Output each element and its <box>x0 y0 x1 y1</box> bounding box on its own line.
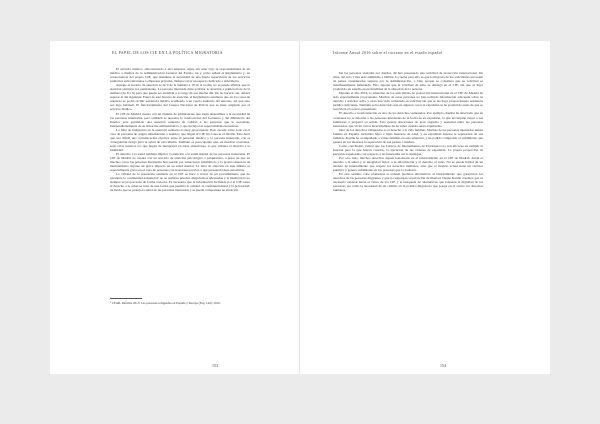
paragraph: El derecho a la información es otro de los derechos vulnerados. Por ejemplo, Karibu ha detectado que en ocasiones no se informa a las personas internadas de la fecha de su expulsión, lo que les impide avisar a sus familiares o preparar su salida. Esto genera situaciones de gran angustia y ansiedad entre las personas internadas, que viven con la incertidumbre de no saber cuándo serán expulsadas. <box>333 111 483 128</box>
paragraph: Por otro lado, muchos derechos siguen lesionados en el internamiento en el CIE de Madrid, desde el derecho a la salud y la integridad física, a la información y al derecho al asilo. No se puede hablar de un modelo de internamiento que respete los derechos humanos, sino que el modelo actual tiene un carácter punitivo y genera sufrimiento en las personas que lo padecen. <box>333 155 483 173</box>
footnote-rule <box>110 298 142 299</box>
right-page <box>300 41 550 374</box>
paragraph: De las personas visitadas por Karibu, 49 han presentado una solicitud de protección internacional. De ellas, tan solo 1 han sido admitidas a trámite. La razón para ello es que la mayoría de los solicitantes proceden de países considerados seguros por la Administración, o bien porque se considera que su solicitud es manifiestamente infundada. Esto supone que la solicitud de asilo se deniega en el CIE, sin que se haya producido un estudio en profundidad de la situación de la persona. <box>333 71 483 92</box>
paragraph: El derecho a la salud también implica la atención a la salud mental de las personas internadas. El CIE de Madrid no cuenta con un servicio de atención psicológica o psiquiátrica, a pesar de que en muchos casos las personas internadas han pasado por situaciones traumáticas y la propia situación de internamiento supone un grave impacto en su salud mental. La falta de atención en este ámbito es especialmente grave en el caso de personas con trastornos previos o que presentan ideas autolíticas. <box>110 151 250 173</box>
paragraph: El CIE de Madrid cuenta con un sistema de ambulancias que están disponibles a la necesidad de las personas internadas, pero también se necesita la colaboración del Gobierno y del Ministerio del Interior para garantizar una atención sanitaria de calidad a las personas que lo necesitan, independientemente de su situación administrativa, y que incluya las especialidades necesarias. <box>110 111 250 128</box>
left-page <box>50 41 300 374</box>
paragraph: El servicio médico, subcontratado a una empresa, sigue sin estar bajo la responsabilidad de un médico o médica de la Administración General del Estado, tal y como señala el Reglamento y, en consecuencia del propio CIE, que mantiene la necesidad de una fuerte supervisión de los servicios sanitarios subcontratados a empresas privadas. Tampoco hay un espacio dedicado a enfermería. <box>110 67 250 84</box>
paragraph: En este sentido, cabe plantearse si existen modelos alternativos al internamiento que garanticen los derechos de las personas migrantes y que no supongan su privación de libertad. Desde Karibu creemos que es necesario avanzar hacia el cierre de los CIE y la búsqueda de alternativas que respeten la dignidad de las personas, así como la necesidad de un cambio en la política migratoria que ponga en el centro los derechos humanos. <box>333 172 483 193</box>
page-number: 154 <box>440 363 446 368</box>
page-number: 153 <box>212 363 218 368</box>
paragraph: Durante el año 2016, la situación de los solicitantes de protección internacional en el CIE de Madrid ha sido especialmente preocupante. Muchas de estas personas no han recibido información adecuada sobre su derecho a solicitar asilo, y otras han visto rechazada su solicitud sin que se les haya proporcionado asistencia jurídica suficiente. También se ha detectado que en algunos casos la expulsión se ha producido antes de que se resolviera el recurso presentado. <box>333 91 483 112</box>
body-text <box>333 71 483 192</box>
paragraph: Aunque el horario de atención es de 9 de la mañana a 10 de la noche, no se puede afirmar que la atención sanitaria sea permanente. La persona internada debe solicitar la atención a primera hora de la mañana (de 8 a 9) para que pueda ser atendida a lo largo de esa misma día. De no hacerlo así, deberá esperar al día siguiente. Fuera de este horario de atención, el Reglamento establece que en los casos de urgencia se podrá recibir asistencia médica acudiendo a un centro sanitario del entorno, sin que esto sea algo habitual. El funcionamiento del Cuerpo Nacional de Policía que se tiene asignado por el servicio médico. <box>110 83 250 112</box>
paragraph: Como conclusión, vemos que los Centros de Internamiento de Extranjeros no son eficaces en cumplir la función para la que fueron creados, la ejecución de las órdenes de expulsión. La propia proporción de personas expulsadas con respecto a las internadas así lo atestigua. <box>333 143 483 156</box>
book-spread <box>50 41 550 374</box>
running-head: Informe Anual 2016 sobre el racismo en el estado español <box>333 50 443 55</box>
paragraph: La falta de intérpretes en la atención sanitaria es muy preocupante. Esto sucede sobre todo en el caso de personas de origen subsahariano o asiático, que llegan al CIE sin conocer el idioma. Esto hace que sea difícil una comunicación efectiva entre el personal médico y la persona internada, con el consiguiente riesgo para la salud de esta última. También es preocupante que, en muchas ocasiones, sean otros internos los que hagan de intérpretes en estas situaciones, lo que vulnera el derecho a la intimidad. <box>110 127 250 152</box>
running-head: EL PAPEL DE LOS CIE EN LA POLÍTICA MIGRATORIA <box>112 50 223 55</box>
paragraph: Otro de los derechos vulnerados es el derecho a la vida familiar. Muchas de las personas internadas tienen familia en España, incluidos hijos e hijas menores de edad, y su expulsión supone la separación de sus familias. Karibu ha acompañado a varias familias en esta situación, y ha podido comprobar el sufrimiento que genera en los menores la separación de sus padres o madres. <box>333 127 483 144</box>
body-text <box>110 67 250 192</box>
footnote: ¹ CEAR. Informe 2015: Las personas refugiadas en España y Europa (Pag. 144). 2016. <box>110 301 221 305</box>
paragraph: La calidad de la prestación sanitaria en el CIE se hace a través de un procedimiento que no garantiza la continuidad asistencial; no se realizan pruebas diagnósticas adecuadas y la medicación no siempre se proporciona de forma correcta. Es necesario que la información facilitada por el CIE sobre el derecho a la salud se trate de una forma que permita la calidad, la confidencialidad y la privacidad, de modo que se proteja la salud de las personas internadas y se pueda comprender su situación. <box>110 172 250 193</box>
